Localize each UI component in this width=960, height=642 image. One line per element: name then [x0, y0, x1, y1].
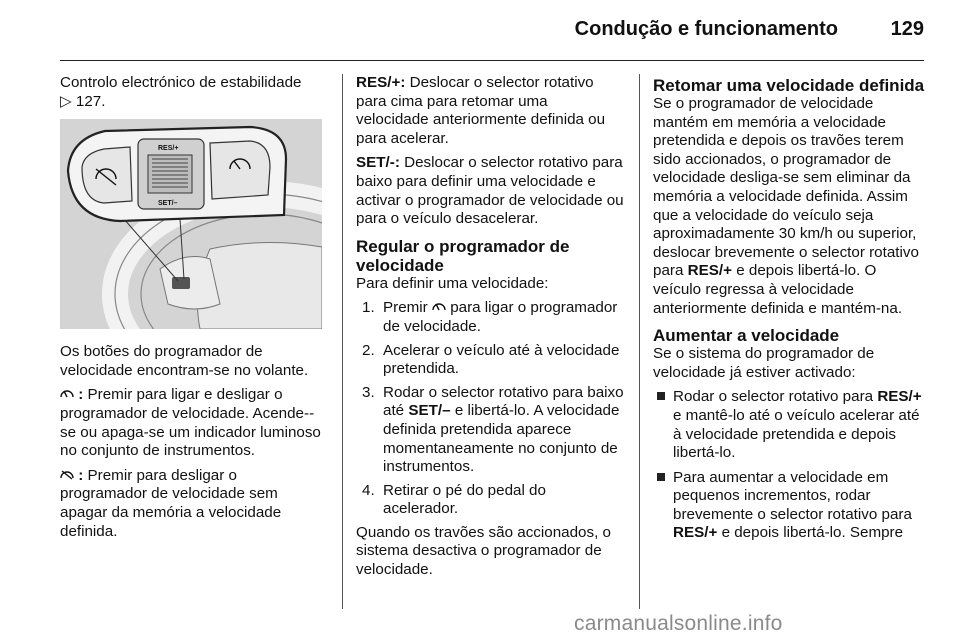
step-text: Acelerar o veículo até à velocidade pretendida.: [383, 341, 620, 378]
set-paragraph: [356, 154, 624, 228]
step-number: 2.: [362, 341, 375, 359]
bullet-text-post: e depois libertá-lo. Sempre: [721, 524, 904, 542]
cruise-on-text: Premir para ligar e desligar o programador de velocidade. Acende--se ou apaga-se um indicador luminoso no conjunto de instrumentos.: [60, 386, 321, 460]
page-title: Condução e funcionamento: [574, 18, 838, 40]
step-text-post: para ligar o programador de velocidade.: [383, 299, 618, 335]
column-2: [356, 74, 624, 586]
res-label: RES/+:: [356, 74, 406, 91]
step-number: 4.: [362, 481, 375, 499]
resume-text-post: e depois libertá-lo. O veículo regressa à velocidade anteriormente definida e mantém-na.: [653, 262, 903, 317]
bullet-text-pre: Para aumentar a velocidade em pequenos incrementos, rodar brevemente o selector rotativo para: [673, 468, 912, 523]
section-heading-increase-speed: Aumentar a velocidade: [653, 326, 840, 346]
bullet-text-pre: Rodar o selector rotativo para: [673, 388, 874, 406]
increase-lead: Se o sistema do programador de velocidade já estiver activado:: [653, 345, 875, 381]
list-item: [356, 299, 624, 336]
bullet-text-bold: RES/+: [673, 524, 718, 542]
cruise-off-separator: :: [78, 466, 84, 484]
column-divider-1: [342, 74, 343, 609]
section-heading-set-speed: Regular o programador de velocidade: [356, 236, 570, 275]
intro-reference[interactable]: 127.: [75, 92, 106, 110]
list-item: [653, 469, 925, 543]
column-1: [60, 74, 328, 547]
cruise-on-icon: [60, 387, 74, 401]
step-text-post: e libertá-lo. A velocidade definida pretendida aparece momentaneamente no conjunto de instrumentos.: [383, 402, 620, 476]
column-divider-2: [639, 74, 640, 609]
cruise-on-separator: :: [78, 386, 84, 404]
step-text: Retirar o pé do pedal do acelerador.: [383, 481, 546, 518]
set-speed-steps: [356, 299, 624, 519]
column-3: [653, 74, 925, 549]
res-paragraph: [356, 74, 624, 148]
set-label: SET/-:: [356, 154, 400, 172]
list-item: [356, 384, 624, 477]
list-item: [356, 342, 624, 379]
set-speed-lead: Para definir uma velocidade:: [356, 274, 549, 292]
watermark-text: carmanualsonline.info: [574, 612, 783, 635]
step-number: 1.: [362, 299, 375, 317]
set-text: Deslocar o selector rotativo para baixo para definir uma velocidade e activar o programador de velocidade ou para o veículo desacelerar.: [356, 154, 624, 228]
cruise-on-paragraph: [60, 386, 328, 460]
bullet-square-icon: [657, 392, 665, 400]
cruise-off-icon: [60, 468, 74, 482]
steering-wheel-illustration: [60, 119, 322, 329]
steering-wheel-figure: [60, 119, 322, 329]
step-text-bold: SET/–: [408, 402, 451, 420]
step-number: 3.: [362, 383, 375, 401]
page-header: [0, 0, 960, 58]
cruise-off-text: Premir para desligar o programador de velocidade sem apagar da memória a velocidade definida.: [60, 466, 282, 540]
buttons-location-paragraph: Os botões do programador de velocidade encontram-se no volante.: [60, 343, 309, 379]
header-divider: [60, 60, 924, 61]
step-text-pre: Premir: [383, 299, 428, 317]
step-text-pre: Rodar o selector rotativo para baixo até: [383, 383, 624, 420]
increase-speed-bullets: [653, 388, 925, 543]
list-item: [356, 482, 624, 519]
section-heading-resume-speed: Retomar uma velocidade definida: [653, 76, 925, 95]
intro-text: Controlo electrónico de estabilidade: [60, 74, 302, 91]
figure-label-res: RES/+: [158, 145, 179, 153]
resume-paragraph: [653, 95, 925, 318]
bullet-text-bold: RES/+: [877, 388, 922, 406]
resume-text-bold: RES/+: [687, 262, 732, 280]
cruise-on-icon: [432, 300, 446, 314]
cruise-off-paragraph: [60, 467, 328, 541]
figure-label-set: SET/–: [158, 200, 178, 208]
list-item: [653, 388, 925, 462]
res-text: Deslocar o selector rotativo para cima para retomar uma velocidade anteriormente definida ou para acelerar.: [356, 74, 606, 147]
brakes-paragraph: Quando os travões são accionados, o sistema desactiva o programador de velocidade.: [356, 523, 611, 579]
cross-reference-arrow-icon: ▷: [60, 92, 76, 110]
bullet-text-post: e mantê-lo até o veículo acelerar até à velocidade pretendida e depois libertá-lo.: [673, 406, 920, 462]
intro-paragraph: [60, 74, 328, 111]
resume-text-pre: Se o programador de velocidade mantém em memória a velocidade pretendida e depois os travões terem sido accionados, o programador de velocidade desliga-se sem eliminar da memória a velocidade definida. Assim que a velocidade do veículo seja aproximadamente 30 km/h ou superior, deslocar brevemente o selector rotativo para: [653, 95, 919, 280]
bullet-square-icon: [657, 473, 665, 481]
page-number: 129: [890, 18, 924, 40]
